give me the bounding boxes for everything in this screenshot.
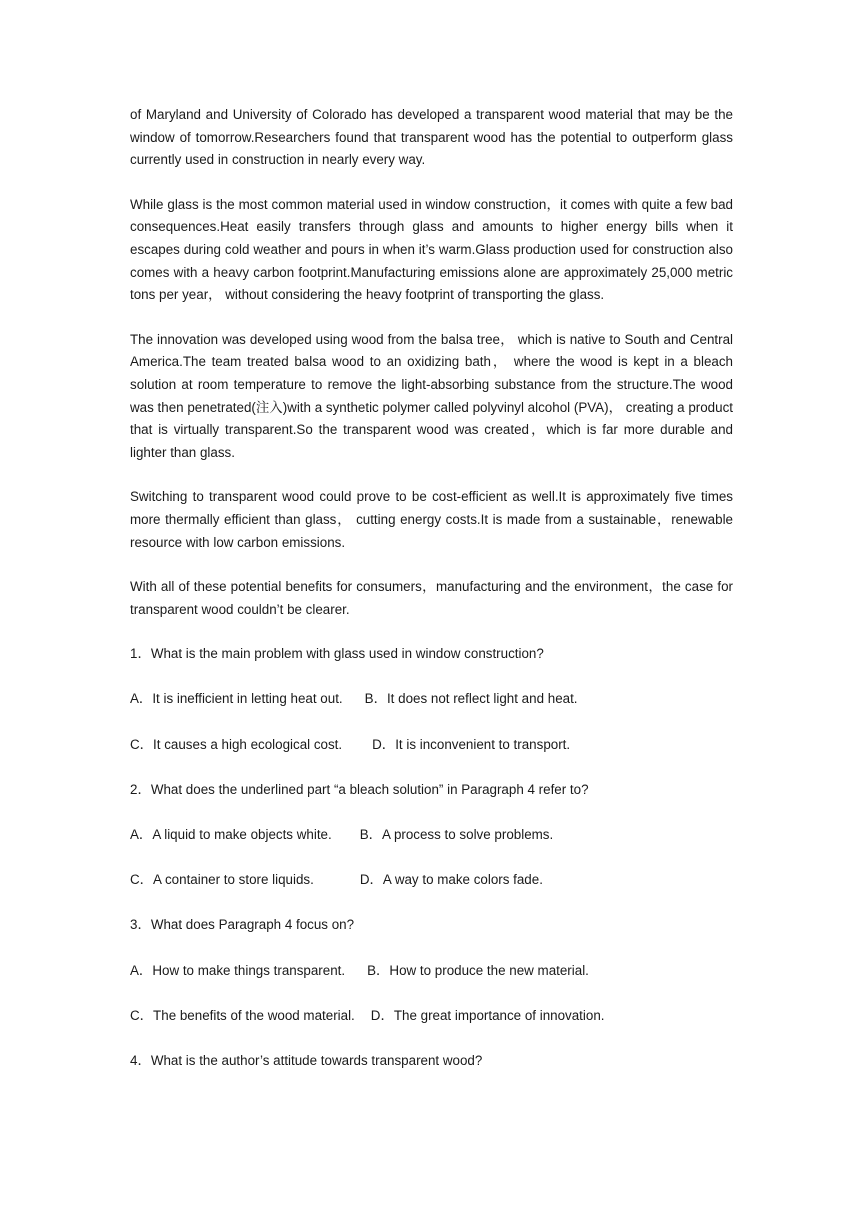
passage-paragraph-4: Switching to transparent wood could prove to be cost-efficient as well.It is approximately five times more thermally efficient than glass， cutting energy costs.It is made from a sustainable，renewable resource with low carbon emissions.: [130, 489, 733, 550]
question-3-option-a: A．How to make things transparent.: [130, 962, 346, 978]
passage-paragraph-1: of Maryland and University of Colorado has developed a transparent wood material that may be the window of tomorrow.Researchers found that transparent wood has the potential to outperform glass currently used in construction in nearly every way.: [130, 107, 733, 168]
question-1-stem: 1．What is the main problem with glass used in window construction?: [130, 646, 544, 662]
passage-paragraph-3: The innovation was developed using wood from the balsa tree， which is native to South and Central America.The team treated balsa wood to an oxidizing bath， where the wood is kept in a bleach solution at room temperature to remove the light-absorbing substance from the structure.The wood was then penetrated(注入)with a synthetic polymer called polyvinyl alcohol (PVA)， creating a product that is virtually transparent.So the transparent wood was created，which is far more durable and lighter than glass.: [130, 331, 733, 460]
passage-paragraph-2: While glass is the most common material used in window construction，it comes with quite a few bad consequences.Heat easily transfers through glass and amounts to higher energy bills when it escapes during cold weather and pours in when it’s warm.Glass production used for construction also comes with a heavy carbon footprint.Manufacturing emissions alone are approximately 25,000 metric tons per year， without considering the heavy footprint of transporting the glass.: [130, 196, 733, 303]
question-2-option-c: C．A container to store liquids.: [130, 872, 314, 888]
question-3-options-row-2: [130, 1005, 733, 1028]
question-1-options-row-1: [130, 688, 733, 711]
question-3-option-d: D．The great importance of innovation.: [370, 1007, 605, 1023]
document-page: [130, 104, 733, 1095]
question-2-option-a: A．A liquid to make objects white.: [130, 827, 332, 843]
question-1-options-row-2: [130, 734, 733, 757]
question-3-option-b: B．How to produce the new material.: [367, 962, 589, 978]
question-3-option-c: C．The benefits of the wood material.: [130, 1007, 355, 1023]
question-3-options-row-1: [130, 960, 733, 983]
question-1-option-b: B．It does not reflect light and heat.: [364, 691, 578, 707]
question-1-option-a: A．It is inefficient in letting heat out.: [130, 691, 343, 707]
question-2-options-row-1: [130, 824, 733, 847]
question-2-option-d: D．A way to make colors fade.: [359, 872, 543, 888]
question-1-option-c: C．It causes a high ecological cost.: [130, 736, 343, 752]
question-2-options-row-2: [130, 869, 733, 892]
question-2-stem: 2．What does the underlined part “a bleach solution” in Paragraph 4 refer to?: [130, 781, 589, 797]
question-2-option-b: B．A process to solve problems.: [359, 827, 554, 843]
question-1-option-d: D．It is inconvenient to transport.: [372, 736, 571, 752]
question-3-stem: 3．What does Paragraph 4 focus on?: [130, 917, 355, 933]
passage-paragraph-5: With all of these potential benefits for consumers，manufacturing and the environment，the case for transparent wood couldn’t be clearer.: [130, 579, 733, 617]
question-4-stem: 4．What is the author’s attitude towards transparent wood?: [130, 1052, 483, 1068]
